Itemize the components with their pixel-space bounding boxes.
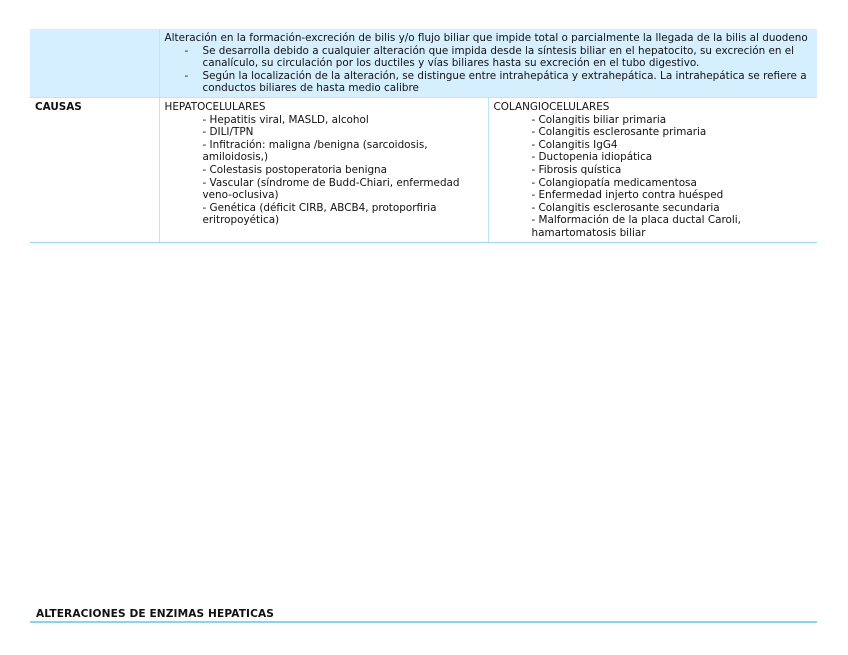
- list-item: - Colangiopatía medicamentosa: [531, 176, 697, 189]
- list-item: - Vascular (síndrome de Budd-Chiari, enfermedad veno-oclusiva): [202, 176, 460, 202]
- hepatocelulares-cell: [159, 97, 488, 242]
- list-item: - Infitración: maligna /benigna (sarcoidosis, amiloidosis,): [202, 138, 428, 164]
- list-item: - Malformación de la placa ductal Caroli, hamartomatosis biliar: [531, 214, 741, 239]
- list-item: - DILI/TPN: [202, 126, 254, 139]
- list-item: - Enfermedad injerto contra huésped: [531, 189, 724, 202]
- definition-cell: [159, 29, 817, 97]
- definition-label-cell: [30, 29, 159, 97]
- causas-label: CAUSAS: [35, 100, 82, 113]
- list-item: - Colangitis biliar primaria: [531, 113, 667, 126]
- list-item: - Colangitis esclerosante secundaria: [531, 201, 720, 214]
- section-divider: [30, 621, 817, 623]
- causas-row: [30, 97, 817, 242]
- definition-intro: Alteración en la formación-excreción de bilis y/o flujo biliar que impide total o parcialmente la llegada de la bilis al duodeno: [164, 32, 808, 44]
- definition-point: - Según la localización de la alteración, se distingue entre intrahepática y extrahepática. La intrahepática se refiere a conductos biliares de hasta medio calibre: [203, 70, 813, 95]
- causas-label-cell: [30, 97, 159, 242]
- list-item: - Colangitis IgG4: [531, 138, 618, 151]
- hepatocelulares-list: [165, 114, 483, 227]
- hepatocelulares-title: HEPATOCELULARES: [164, 100, 266, 113]
- colangiocelulares-title: COLANGIOCELULARES: [493, 100, 610, 113]
- colestasis-table: [30, 29, 817, 243]
- list-item: - Fibrosis quística: [531, 163, 622, 176]
- definition-points: [165, 45, 813, 95]
- list-item: - Genética (déficit CIRB, ABCB4, protoporfiria eritropoyética): [202, 201, 437, 227]
- list-item: - Colestasis postoperatoria benigna: [202, 163, 388, 176]
- list-item: - Ductopenia idiopática: [531, 151, 653, 164]
- definition-row: [30, 29, 817, 97]
- list-item: - Colangitis esclerosante primaria: [531, 126, 707, 139]
- section-heading-enzimas: ALTERACIONES DE ENZIMAS HEPATICAS: [36, 608, 274, 620]
- colangiocelulares-cell: [488, 97, 817, 242]
- definition-point: - Se desarrolla debido a cualquier alteración que impida desde la síntesis biliar en el hepatocito, su excreción en el canalículo, su circulación por los ductiles y vías biliares hasta su excreción en el tubo digestivo.: [203, 45, 813, 70]
- list-item: - Hepatitis viral, MASLD, alcohol: [202, 113, 369, 126]
- colangiocelulares-list: [494, 114, 813, 240]
